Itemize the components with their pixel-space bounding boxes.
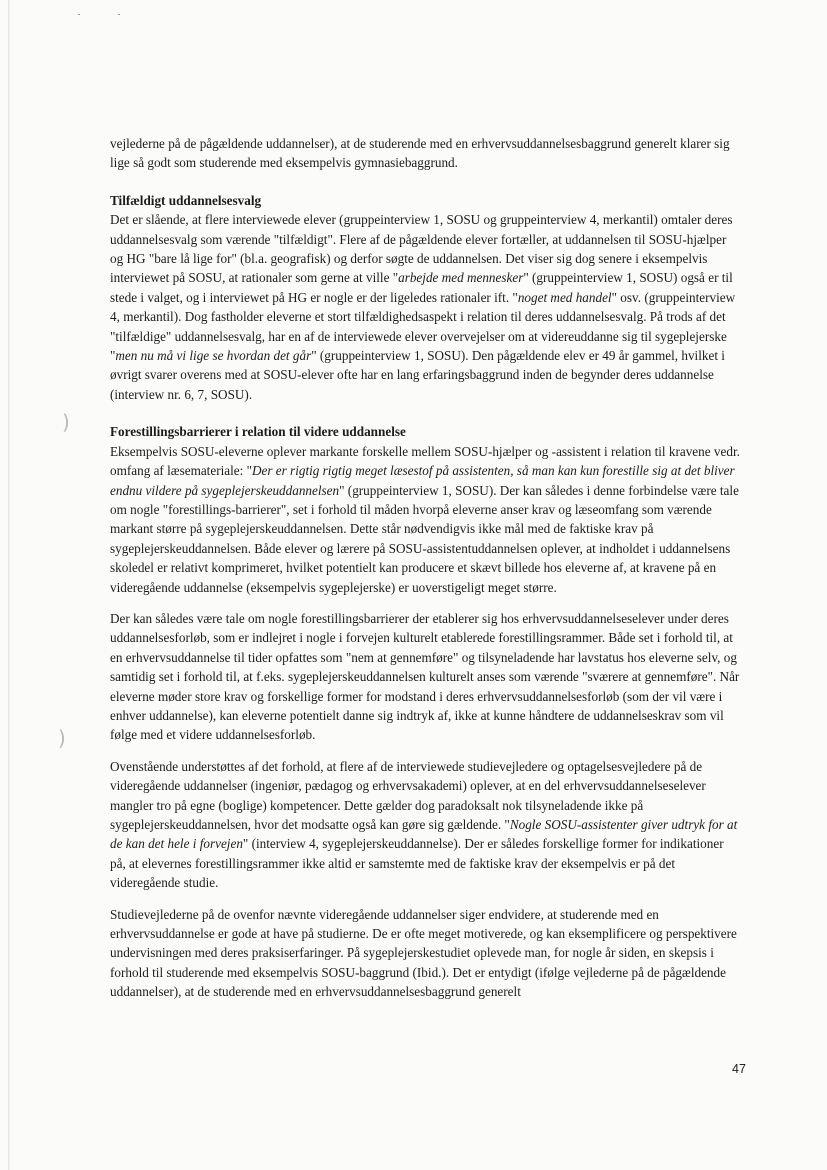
text-run: " (gruppeinterview 1, SOSU). Der kan således i denne forbindelse være tale om nogle "forestillings-barrierer", set i forhold til måden hvorpå eleverne anser krav og læseomfang som værende markant større på sygeplejerskeuddannelsen. Dette står nødvendigvis ikke mål med de faktiske krav på sygeplejerskeuddannelsen. Både elever og lærere på SOSU-assistentuddannelsen oplever, at indholdet i uddannelsens skoledel er relativt komprimeret, hvilket potentielt kan producere et skævt billede hos eleverne af, at kravene på en videregående uddannelse (eksempelvis sygeplejerske) er uoverstigeligt meget større. [110, 482, 739, 595]
paragraph-study-advisors: Studievejlederne på de ovenfor nævnte videregående uddannelser siger endvidere, at studerende med en erhvervsuddannelse er gode at have på studierne. De er ofte meget motiverede, og kan eksemplificere og perspektivere undervisningen med deres praksiserfaringer. På sygeplejerskestudiet oplevede man, for nogle år siden, en skepsis i forhold til studerende med eksempelvis SOSU-baggrund (Ibid.). Det er entydigt (ifølge vejlederne på de pågældende uddannelser), at de studerende med en erhvervsuddannelsesbaggrund generelt [110, 906, 737, 1000]
text-run: " osv. (gruppeinterview 4, merkantil). Dog fastholder eleverne et stort tilfældighedsaspekt i relation til deres uddannelsesvalg. På trods af det "tilfældige" uddannelsesvalg, har en af de interviewede elever overvejelser om at videreuddanne sig til sygeplejerske " [110, 289, 736, 364]
paragraph-random-choice [110, 210, 742, 404]
section-heading-random-choice: Tilfældigt uddannelsesvalg [110, 192, 262, 208]
paragraph-barriers [110, 442, 742, 597]
text-run: Eksempelvis SOSU-eleverne oplever markante forskelle mellem SOSU-hjælper og -assistent i relation til kravene vedr. omfang af læsemateriale: " [110, 443, 740, 479]
quote-italic: Der er rigtig rigtig meget læsestof på assistenten, så man kan kun forestille sig at det bliver endnu vildere på sygeplejerskeuddannelsen [110, 463, 735, 498]
text-run: " (gruppeinterview 1, SOSU) også er til stede i valget, og i interviewet på HG er nogle er der ligeledes rationaler ift. " [110, 270, 733, 305]
text-run: Det er slående, at flere interviewede elever (gruppeinterview 1, SOSU og gruppeinterview 4, merkantil) omtaler deres uddannelsesvalg som værende "tilfældigt". Flere af de pågældende elever fortæller, at uddannelsen til SOSU-hjælper og HG "bare lå lige for" (bl.a. geografisk) og derfor søgte de uddannelsen. Det viser sig dog senere i eksempelvis interviewet på SOSU, at rationaler som gerne at ville " [110, 212, 733, 286]
document-body [110, 134, 742, 1014]
quote-italic: men nu må vi lige se hvordan det går [115, 348, 312, 364]
text-run: " (gruppeinterview 1, SOSU). Den pågældende elev er 49 år gammel, hvilket i øvrigt svarer overens med at SOSU-elever ofte har en lang erfaringsbaggrund inden de begynder deres uddannelse (interview nr. 6, 7, SOSU). [110, 348, 725, 402]
paragraph-continued: vejlederne på de pågældende uddannelser), at de studerende med en erhvervsuddannelsesbaggrund generelt klarer sig lige så godt som studerende med eksempelvis gymnasiebaggrund. [110, 136, 730, 171]
page-number: 47 [732, 1062, 746, 1076]
quote-italic: Nogle SOSU-assistenter giver udtryk for at de kan det hele i forvejen [110, 817, 738, 852]
margin-mark: ) [62, 410, 70, 434]
scan-speck [118, 14, 120, 15]
text-run: " (interview 4, sygeplejerskeuddannelse). Der er således forskellige former for indikationer på, at elevernes forestillingsrammer ikke altid er samstemte med de faktiske krav der eksempelvis er på det videregående studie. [110, 836, 724, 891]
margin-mark: ) [58, 726, 66, 750]
text-run: Ovenstående understøttes af det forhold, at flere af de interviewede studievejledere og optagelsesvejledere på de videregående uddannelser (ingeniør, pædagog og erhvervsakademi) oplever, at en del erhvervsuddannelseselever mangler tro på egne (boglige) kompetencer. Dette gælder dog paradoksalt nok tilsyneladende ikke på sygeplejerskeuddannelsen, hvor det modsatte også kan gøre sig gældende. " [110, 758, 706, 832]
paragraph-barriers-continued: Der kan således være tale om nogle forestillingsbarrierer der etablerer sig hos erhvervsuddannelseselever under deres uddannelsesforløb, som er indlejret i nogle i forvejen kulturelt etablerede forestillingsrammer. Både set i forhold til, at en erhvervsuddannelse til tider opfattes som "nem at gennemføre" og tilsyneladende har lavstatus hos eleverne selv, og samtidig set i forhold til, at f.eks. sygeplejerskeuddannelsen kulturelt anses som værende "sværere at gennemføre". Når eleverne møder store krav og forskellige former for modstand i deres erhvervsuddannelsesforløb (som der vil være i enhver uddannelse), kan eleverne potentielt danne sig indtryk af, ikke at kunne håndtere de uddannelseskrav som vil følge med et videre uddannelsesforløb. [110, 610, 740, 743]
scan-edge [8, 0, 10, 1170]
scan-speck [78, 14, 80, 15]
quote-italic: arbejde med mennesker [398, 270, 524, 286]
paragraph-counsellors [110, 757, 742, 893]
section-heading-barriers: Forestillingsbarrierer i relation til videre uddannelse [110, 424, 406, 440]
quote-italic: noget med handel [517, 289, 612, 305]
